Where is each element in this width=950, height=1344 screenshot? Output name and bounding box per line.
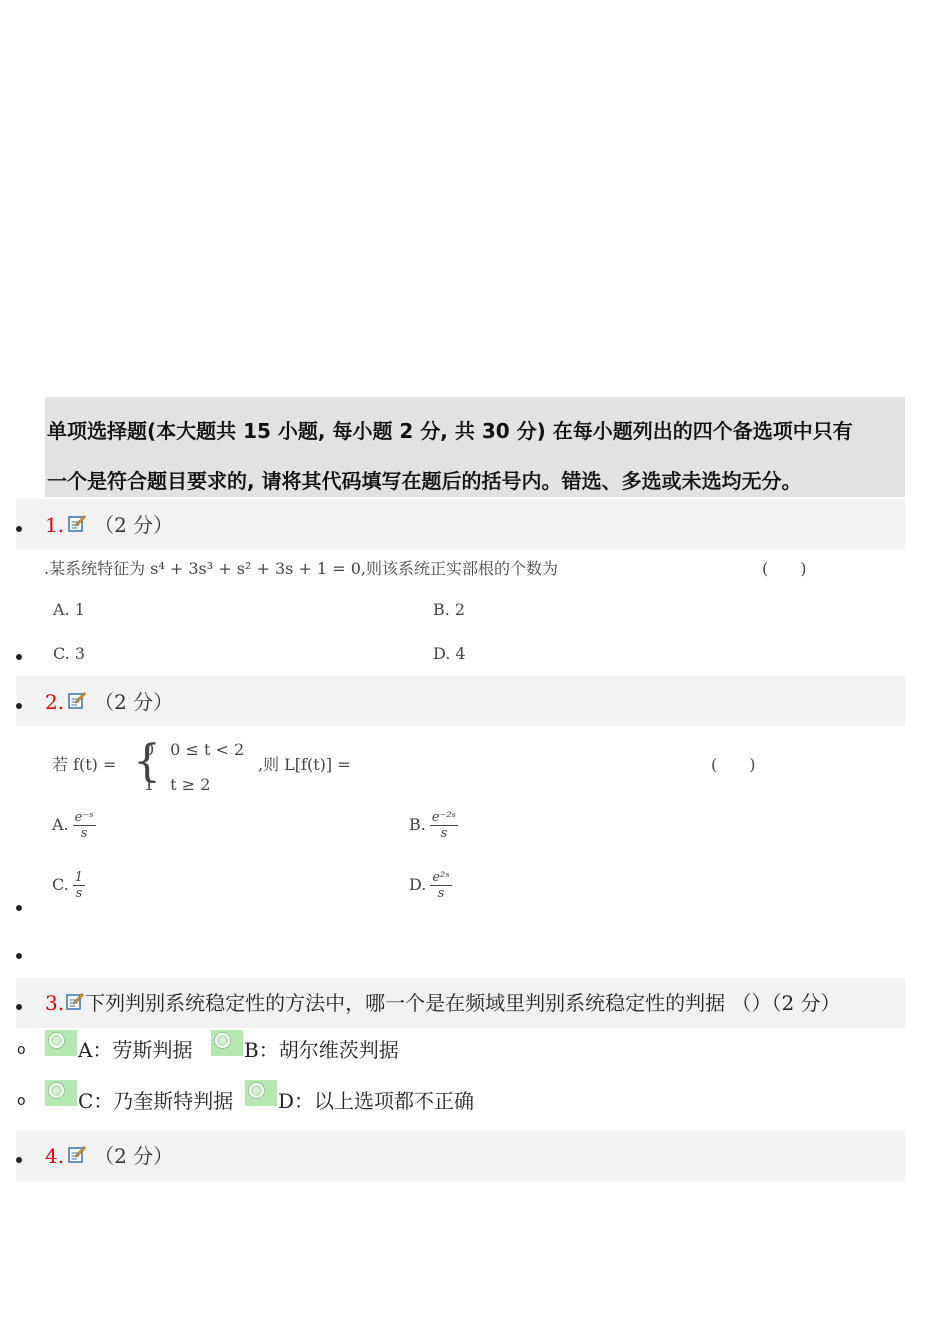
question-4-number: 4. (45, 1144, 65, 1168)
question-2-option-d (409, 870, 452, 901)
bullet (16, 526, 22, 532)
question-1-header (45, 512, 173, 538)
edit-icon[interactable] (68, 691, 86, 709)
fraction (430, 870, 451, 901)
piecewise-brace: { (133, 736, 161, 787)
question-2-header (45, 689, 173, 715)
fraction-denominator: s (437, 886, 445, 901)
bullet (16, 703, 22, 709)
bullet (16, 905, 22, 911)
question-2-case-2: 1 t ≥ 2 (144, 775, 211, 794)
question-1-option-b: B. 2 (433, 600, 466, 619)
bullet (16, 1004, 22, 1010)
radio-option-c[interactable] (45, 1080, 77, 1106)
question-2-paren: ( ) (711, 755, 756, 774)
fraction (73, 810, 96, 841)
option-a-label: A. (52, 815, 69, 834)
section-header-line2: 一个是符合题目要求的, 请将其代码填写在题后的括号内。错选、多选或未选均无分。 (47, 469, 802, 493)
question-1-option-c: C. 3 (53, 644, 86, 663)
fraction-numerator: 1 (74, 870, 84, 885)
fraction-numerator: e⁻²ˢ (431, 810, 456, 825)
option-d-label: D：以上选项都不正确 (278, 1089, 475, 1113)
question-4-points: （2 分） (94, 1144, 174, 1168)
question-2-option-b (409, 810, 458, 841)
question-3-text: 下列判别系统稳定性的方法中，哪一个是在频域里判别系统稳定性的判据 （）（2 分） (85, 991, 841, 1015)
question-2-points: （2 分） (94, 690, 174, 714)
fraction (73, 870, 85, 901)
edit-icon[interactable] (68, 1145, 86, 1163)
question-1-paren: ( ) (762, 559, 807, 578)
question-2-stem-prefix: 若 f(t) = (52, 755, 117, 774)
radio-option-a[interactable] (45, 1030, 77, 1056)
fraction-numerator: e²ˢ (432, 870, 450, 885)
fraction-denominator: s (75, 886, 83, 901)
fraction (430, 810, 458, 841)
question-2-option-a (52, 810, 96, 841)
question-1-stem: .某系统特征为 s⁴ + 3s³ + s² + 3s + 1 = 0,则该系统正实部根的个数为 (44, 559, 558, 578)
option-c-label: C：乃奎斯特判据 (78, 1089, 234, 1113)
question-2-number: 2. (45, 690, 65, 714)
question-2-stem-suffix: ,则 L[f(t)] = (258, 755, 351, 774)
sub-bullet: o (17, 1042, 26, 1058)
bullet (16, 953, 22, 959)
question-1-option-a: A. 1 (53, 600, 85, 619)
radio-option-d[interactable] (245, 1080, 277, 1106)
question-3-number: 3. (45, 991, 65, 1015)
option-c-label: C. (52, 875, 69, 894)
question-1-points: （2 分） (94, 513, 174, 537)
fraction-denominator: s (80, 826, 88, 841)
fraction-denominator: s (440, 826, 448, 841)
option-b-label: B：胡尔维茨判据 (244, 1038, 399, 1062)
question-1-number: 1. (45, 513, 65, 537)
question-2-case-1: 0 0 ≤ t < 2 (144, 740, 245, 759)
question-4-header (45, 1143, 173, 1169)
edit-icon[interactable] (68, 514, 86, 532)
option-a-label: A：劳斯判据 (78, 1038, 193, 1062)
question-1-option-d: D. 4 (433, 644, 466, 663)
radio-option-b[interactable] (211, 1030, 243, 1056)
fraction-numerator: e⁻ˢ (74, 810, 94, 825)
sub-bullet: o (17, 1093, 26, 1109)
question-3-header (45, 990, 841, 1016)
edit-icon[interactable] (66, 992, 84, 1010)
option-b-label: B. (409, 815, 426, 834)
bullet (16, 1157, 22, 1163)
bullet (16, 654, 22, 660)
option-d-label: D. (409, 875, 427, 894)
section-header-line1: 单项选择题(本大题共 15 小题, 每小题 2 分, 共 30 分) 在每小题列出的四个备选项中只有 (47, 419, 853, 443)
section-header (45, 397, 905, 497)
question-2-option-c (52, 870, 85, 901)
